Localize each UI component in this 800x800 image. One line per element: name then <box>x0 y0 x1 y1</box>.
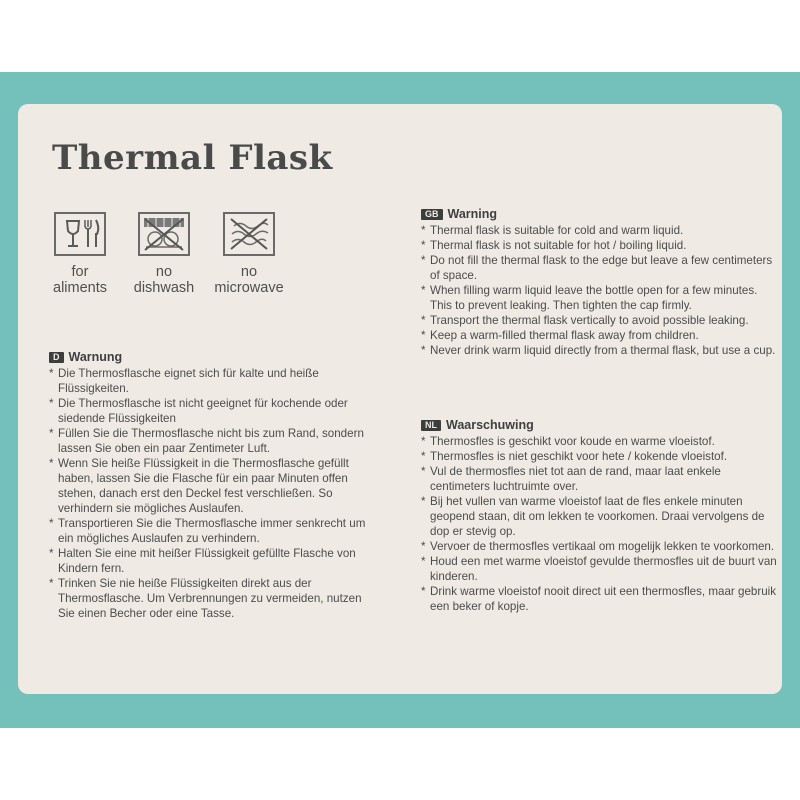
list-item: * Thermosfles is geschikt voor koude en warme vloeistof. <box>421 434 781 449</box>
list-item: * Thermosfles is niet geschikt voor hete / kokende vloeistof. <box>421 449 781 464</box>
list-item: * When filling warm liquid leave the bottle open for a few minutes. This to prevent leaking. Then tighten the cap firmly. <box>421 283 781 313</box>
icon-label-food: for aliments <box>53 264 107 296</box>
list-item: * Die Thermosflasche ist nicht geeignet für kochende oder siedende Flüssigkeiten <box>49 396 379 426</box>
list-item: * Transport the thermal flask vertically to avoid possible leaking. <box>421 313 781 328</box>
badge-nl: NL <box>421 420 441 431</box>
list-item: * Keep a warm-filled thermal flask away from children. <box>421 328 781 343</box>
icon-label-dishwash: no dishwash <box>133 264 195 296</box>
section-heading-gb <box>421 206 781 222</box>
list-item: * Halten Sie eine mit heißer Flüssigkeit gefüllte Flasche von Kindern fern. <box>49 546 379 576</box>
list-item: * Do not fill the thermal flask to the edge but leave a few centimeters of space. <box>421 253 781 283</box>
no-dishwash-icon <box>138 212 190 256</box>
fork-knife-glass-icon <box>54 212 106 256</box>
badge-de: D <box>49 352 64 363</box>
list-item: * Trinken Sie nie heiße Flüssigkeiten direkt aus der Thermosflasche. Um Verbrennungen zu vermeiden, nutzen Sie einen Becher oder eine Tasse. <box>49 576 379 621</box>
label-card <box>18 104 782 694</box>
section-heading-nl <box>421 417 781 433</box>
heading-text-nl: Waarschuwing <box>446 418 534 432</box>
badge-gb: GB <box>421 209 443 220</box>
section-heading-de <box>49 349 379 365</box>
list-item: * Füllen Sie die Thermosflasche nicht bis zum Rand, sondern lassen Sie oben ein paar Zentimeter Luft. <box>49 426 379 456</box>
list-item: * Vervoer de thermosfles vertikaal om mogelijk lekken te voorkomen. <box>421 539 781 554</box>
page-title: Thermal Flask <box>52 138 333 178</box>
list-item: * Vul de thermosfles niet tot aan de rand, maar laat enkele centimeters luchtruimte over. <box>421 464 781 494</box>
list-item: * Thermal flask is not suitable for hot / boiling liquid. <box>421 238 781 253</box>
section-gb <box>421 206 781 358</box>
list-item: * Die Thermosflasche eignet sich für kalte und heiße Flüssigkeiten. <box>49 366 379 396</box>
no-microwave-icon <box>223 212 275 256</box>
list-item: * Thermal flask is suitable for cold and warm liquid. <box>421 223 781 238</box>
list-de <box>49 366 379 621</box>
list-item: * Transportieren Sie die Thermosflasche immer senkrecht um ein mögliches Auslaufen zu verhindern. <box>49 516 379 546</box>
section-de <box>49 349 379 621</box>
heading-text-gb: Warning <box>447 207 498 221</box>
list-nl <box>421 434 781 614</box>
icon-label-microwave: no microwave <box>214 264 284 296</box>
list-item: * Drink warme vloeistof nooit direct uit een thermosfles, maar gebruik een beker of kopje. <box>421 584 781 614</box>
section-nl <box>421 417 781 614</box>
list-item: * Never drink warm liquid directly from a thermal flask, but use a cup. <box>421 343 781 358</box>
list-item: * Wenn Sie heiße Flüssigkeit in die Thermosflasche gefüllt haben, lassen Sie die Flasche für ein paar Minuten offen stehen, danach erst den Deckel fest verschließen. So verhindern sie mögliches Auslaufen. <box>49 456 379 516</box>
list-gb <box>421 223 781 358</box>
list-item: * Houd een met warme vloeistof gevulde thermosfles uit de buurt van kinderen. <box>421 554 781 584</box>
heading-text-de: Warnung <box>68 350 123 364</box>
list-item: * Bij het vullen van warme vloeistof laat de fles enkele minuten geopend staan, dit om lekken te voorkomen. Draai vervolgens de dop er stevig op. <box>421 494 781 539</box>
